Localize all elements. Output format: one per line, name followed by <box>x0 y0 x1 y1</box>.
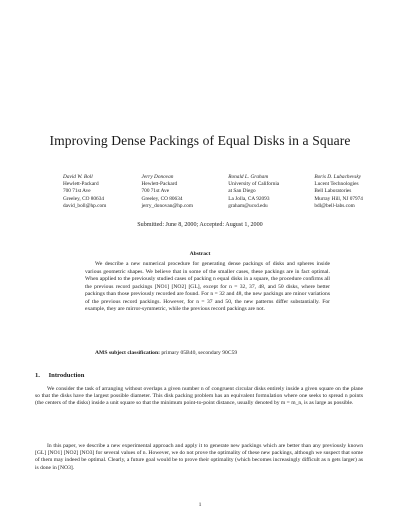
abstract-text: We describe a new numerical procedure for generating dense packings of disks and spheres inside various geometric shapes. We believe that in some of the smaller cases, these packings are in fact optimal. When applied to the previously studied cases of packing n equal disks in a square, the procedure confirms all the previous record packings [NO1] [NO2] [GL], except for n = 32, 37, 48, and 50 disks, where better packings than those previously recorded are found. For n = 32 and 48, the new packings are minor variations of the previous record packings. However, for n = 37 and 50, the new patterns differ substantially. For example, they are mirror-symmetric, while the previous record packings are not. <box>85 261 330 312</box>
section-heading <box>35 372 84 379</box>
submission-dates: Submitted: June 8, 2000; Accepted: August 1, 2000 <box>137 222 263 228</box>
ams-label: AMS subject classification: <box>95 350 160 356</box>
author-affiliation: Hewlett-Packard <box>63 181 99 188</box>
author-address: 700 71st Ave <box>141 188 170 195</box>
section-number: 1. <box>35 372 40 379</box>
body-paragraph: In this paper, we describe a new experimental approach and apply it to generate new packings which are better than any previously known [GL] [NO1] [NO2] [NO3] for several values of n. However, we do not prove the optimality of these new packings, although we suspect that some of them may indeed be optimal. Clearly, a future goal would be to prove their optimality (which becomes increasingly difficult as n gets larger) as is done in [NO3]. <box>35 443 363 471</box>
abstract-heading: Abstract <box>189 251 211 257</box>
ams-classification <box>95 350 335 356</box>
author-address: at San Diego <box>228 188 256 195</box>
author-email: jerry_donovan@hp.com <box>141 202 194 209</box>
author-address: 700 71st Ave <box>63 188 91 195</box>
author-entry <box>63 174 106 210</box>
author-affiliation: Lucent Technologies <box>314 181 359 188</box>
author-block <box>63 174 363 210</box>
author-entry <box>314 174 363 210</box>
author-name: Boris D. Lubachevsky <box>314 174 362 180</box>
author-email: bdl@bell-labs.com <box>314 202 355 209</box>
body-paragraph: We consider the task of arranging without overlaps a given number n of congruent circular disks entirely inside a given square on the plane so that the disks have the largest possible diameter. This disk packing problem has an equivalent formulation where one seeks to spread n points (the centers of the disks) inside a unit square so that the minimum point-to-point distance, usually denoted by m = m_n, is as large as possible. <box>35 386 363 407</box>
author-city: Greeley, CO 80634 <box>63 195 104 202</box>
author-name: Ronald L. Graham <box>228 174 269 180</box>
paper-title: Improving Dense Packings of Equal Disks in a Square <box>49 133 351 148</box>
author-city: Murray Hill, NJ 07974 <box>314 195 363 202</box>
author-name: Jerry Donovan <box>141 174 174 180</box>
author-entry <box>142 174 194 210</box>
author-email: david_boll@hp.com <box>63 202 107 209</box>
author-affiliation: Hewlett-Packard <box>141 181 178 188</box>
author-affiliation: University of California <box>228 181 280 188</box>
author-email: graham@ucsd.edu <box>228 202 268 209</box>
author-address: Bell Laboratories <box>314 188 352 195</box>
author-city: Greeley, CO 80634 <box>141 195 183 202</box>
author-city: La Jolla, CA 92093 <box>228 195 270 202</box>
section-title: Introduction <box>48 372 85 379</box>
page-number: 1 <box>198 502 202 508</box>
author-name: David W. Boll <box>63 174 93 180</box>
author-entry <box>228 174 279 210</box>
ams-value: primary 05B40, secondary 90C59 <box>161 350 238 356</box>
